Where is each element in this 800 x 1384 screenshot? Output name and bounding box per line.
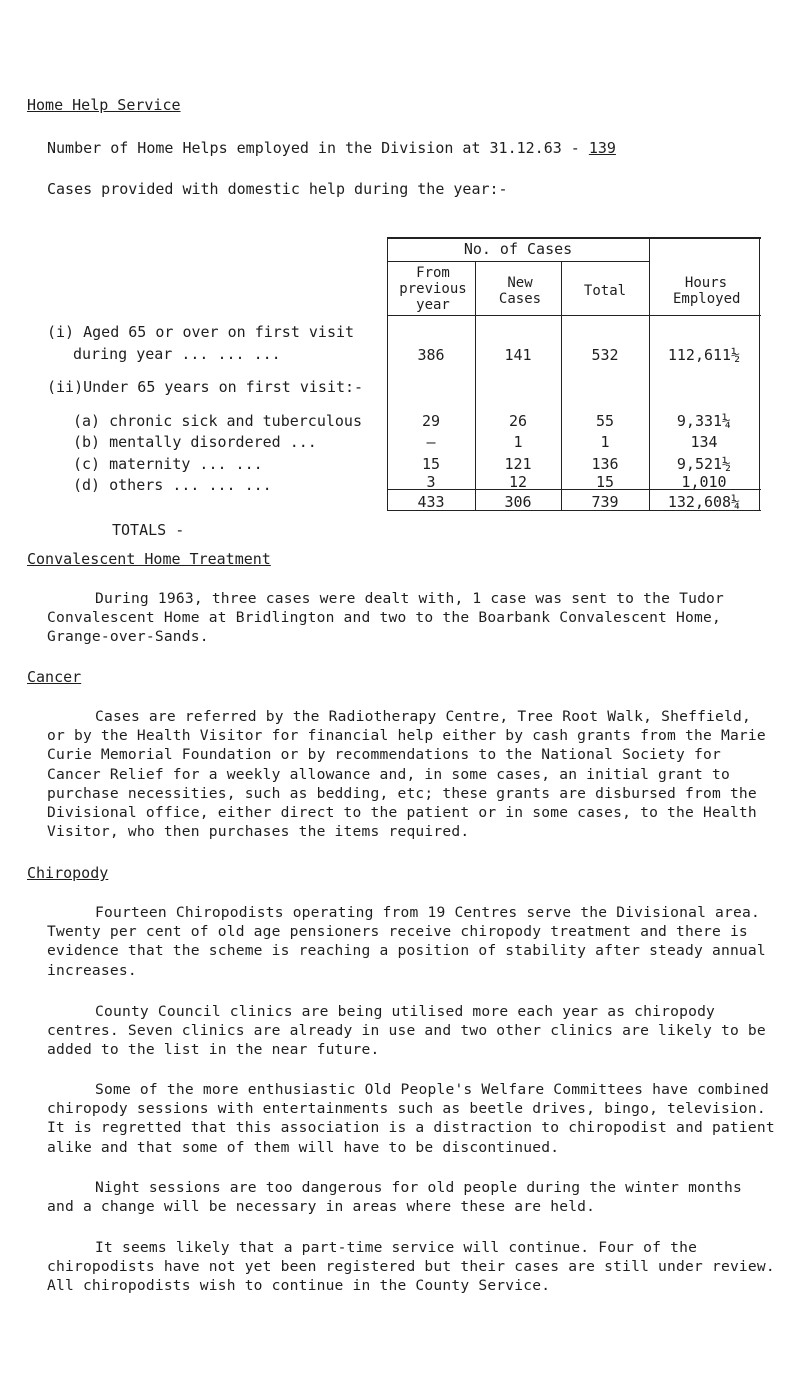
header-bottom-rule: [387, 315, 761, 316]
chiropody-paragraph-2: County Council clinics are being utilised more each year as chiropody centres. Seven clinics are already in use and two other clinics are likely to be added to the list in the near future.: [47, 1003, 766, 1059]
row-under-label: (ii)Under 65 years on first visit:-: [47, 378, 364, 396]
cell-maternity-hours: 9,521½: [676, 455, 732, 473]
group-header: No. of Cases: [463, 240, 573, 258]
cell-chronic-total: 55: [595, 412, 615, 430]
home-help-table: [383, 237, 761, 511]
cell-others-hours: 1,010: [681, 473, 727, 491]
cell-mental-new: 1: [513, 433, 523, 451]
cell-total-hours: 132,608¼: [667, 493, 741, 511]
row-chronic-label: (a) chronic sick and tuberculous: [73, 412, 362, 430]
cell-others-previous: 3: [426, 473, 436, 491]
col-header-total: Total: [583, 283, 627, 299]
chiropody-paragraph-3: Some of the more enthusiastic Old People's Welfare Committees have combined chiropody sessions with entertainments such as beetle drives, bingo, television. It is regretted that this association is a distraction to chiropodist and patient alike and that some of them will have to be discontinued.: [47, 1081, 775, 1156]
cancer-title: Cancer: [27, 668, 82, 686]
cell-others-total: 15: [595, 473, 615, 491]
convalescent-paragraph: During 1963, three cases were dealt with, 1 case was sent to the Tudor Convalescent Home at Bridlington and two to the Boarbank Convalescent Home, Grange-over-Sands.: [47, 590, 725, 646]
convalescent-title: Convalescent Home Treatment: [27, 550, 271, 568]
row-maternity-label: (c) maternity ... ...: [73, 455, 263, 473]
cell-total-previous: 433: [417, 493, 445, 511]
col-header-new: New Cases: [498, 275, 542, 307]
cancer-paragraph: Cases are referred by the Radiotherapy Centre, Tree Root Walk, Sheffield, or by the Health Visitor for financial help either by cash grants from the Marie Curie Memorial Foundation or by recommendations to the National Society for Cancer Relief for a weekly allowance and, in some cases, an initial grant to purchase necessities, such as bedding, etc; these grants are disbursed from the Divisional office, either direct to the patient or in some cases, to the Health Visitor, who then purchases the items required.: [47, 708, 766, 841]
cell-chronic-hours: 9,331¼: [676, 412, 732, 430]
cell-mental-total: 1: [600, 433, 610, 451]
chiropody-paragraph-4: Night sessions are too dangerous for old people during the winter months and a change will be necessary in areas where these are held.: [47, 1179, 743, 1216]
col-header-previous: From previous year: [399, 265, 467, 313]
col-header-hours: Hours Employed: [673, 275, 741, 307]
cell-maternity-new: 121: [504, 455, 532, 473]
cell-mental-previous: —: [426, 433, 436, 451]
cell-aged-total: 532: [591, 346, 619, 364]
home-help-title: Home Help Service: [27, 96, 181, 114]
row-others-label: (d) others ... ... ...: [73, 476, 272, 494]
cell-aged-new: 141: [504, 346, 532, 364]
cell-aged-previous: 386: [417, 346, 445, 364]
row-aged-label-1: (i) Aged 65 or over on first visit: [47, 323, 355, 341]
chiropody-paragraph-1: Fourteen Chiropodists operating from 19 Centres serve the Divisional area. Twenty per cent of old age pensioners receive chiropody treatment and there is evidence that the scheme is reaching a position of stability after steady annual increases.: [47, 904, 766, 979]
table-right-rule: [759, 237, 760, 511]
cell-others-new: 12: [508, 473, 528, 491]
row-mental-label: (b) mentally disordered ...: [73, 433, 317, 451]
cell-chronic-previous: 29: [421, 412, 441, 430]
cell-total-total: 739: [591, 493, 619, 511]
totals-label: TOTALS -: [112, 521, 185, 539]
cell-chronic-new: 26: [508, 412, 528, 430]
employed-line: [47, 138, 616, 158]
cases-intro: Cases provided with domestic help during the year:-: [47, 180, 508, 198]
cell-aged-hours: 112,611½: [667, 346, 741, 364]
employed-text: Number of Home Helps employed in the Division at 31.12.63 -: [47, 139, 589, 157]
cell-maternity-total: 136: [591, 455, 619, 473]
chiropody-paragraph-5: It seems likely that a part-time service will continue. Four of the chiropodists have not yet been registered but their cases are still under review. All chiropodists wish to continue in the County Service.: [47, 1239, 775, 1295]
row-aged-label-2: during year ... ... ...: [73, 345, 281, 363]
chiropody-title: Chiropody: [27, 864, 109, 882]
cell-mental-hours: 134: [690, 433, 718, 451]
cell-total-new: 306: [504, 493, 532, 511]
table-top-rule: [387, 237, 761, 239]
cell-maternity-previous: 15: [421, 455, 441, 473]
group-header-rule: [387, 261, 649, 262]
employed-value: 139: [588, 139, 616, 157]
